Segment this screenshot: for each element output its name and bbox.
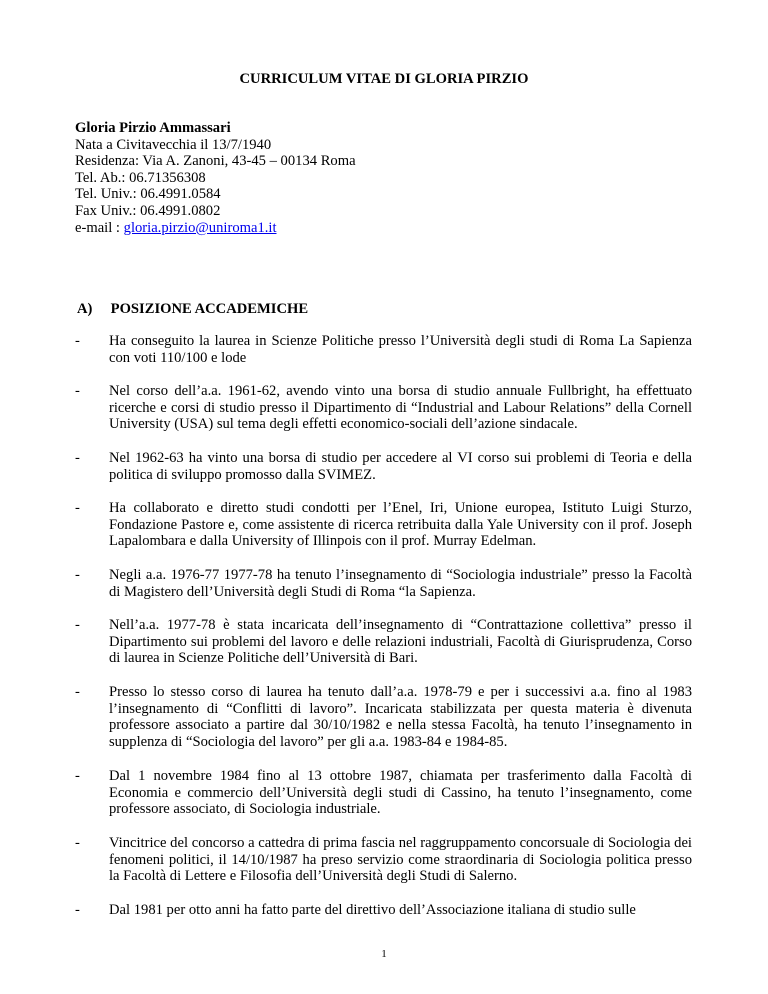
list-item bbox=[75, 835, 692, 885]
section-title: POSIZIONE ACCADEMICHE bbox=[110, 301, 309, 317]
list-item bbox=[75, 383, 692, 433]
list-item bbox=[75, 617, 692, 667]
contact-email-line bbox=[75, 220, 356, 237]
page-number: 1 bbox=[381, 948, 387, 960]
contact-residence: Residenza: Via A. Zanoni, 43-45 – 00134 Roma bbox=[75, 153, 356, 170]
bullet-dash: - bbox=[75, 684, 80, 700]
email-link[interactable]: gloria.pirzio@uniroma1.it bbox=[123, 219, 277, 236]
list-item-text: Dal 1981 per otto anni ha fatto parte del direttivo dell’Associazione italiana di studio sulle bbox=[109, 902, 636, 918]
list-item-text: Negli a.a. 1976-77 1977-78 ha tenuto l’insegnamento di “Sociologia industriale” presso la Facoltà di Magistero dell’Università degli Studi di Roma “la Sapienza. bbox=[109, 567, 692, 600]
bullet-dash: - bbox=[75, 835, 80, 851]
contact-email-label: e-mail : bbox=[75, 219, 124, 236]
bullet-dash: - bbox=[75, 333, 80, 349]
list-item bbox=[75, 333, 692, 366]
bullet-dash: - bbox=[75, 500, 80, 516]
section-heading bbox=[75, 301, 308, 318]
contact-tel-univ: Tel. Univ.: 06.4991.0584 bbox=[75, 186, 221, 203]
list-item bbox=[75, 500, 692, 550]
list-item bbox=[75, 768, 692, 818]
bullet-dash: - bbox=[75, 902, 80, 918]
list-item bbox=[75, 684, 692, 750]
contact-block bbox=[75, 120, 356, 236]
list-item-text: Nell’a.a. 1977-78 è stata incaricata dell’insegnamento di “Contrattazione collettiva” presso il Dipartimento sui problemi del lavoro e delle relazioni industriali, Facoltà di Giurisprudenza, Corso di laurea in Scienze Politiche dell’Università di Bari. bbox=[109, 617, 692, 667]
contact-tel-home: Tel. Ab.: 06.71356308 bbox=[75, 169, 206, 186]
list-item-text: Ha collaborato e diretto studi condotti per l’Enel, Iri, Unione europea, Istituto Luigi Sturzo, Fondazione Pastore e, come assistente di ricerca retribuita dalla Yale University con il prof. Joseph Lapalombara e dalla University of Illinpois con il prof. Murray Edelman. bbox=[109, 500, 692, 550]
list-item bbox=[75, 450, 692, 483]
document-title: CURRICULUM VITAE DI GLORIA PIRZIO bbox=[239, 71, 529, 87]
list-item-text: Nel corso dell’a.a. 1961-62, avendo vinto una borsa di studio annuale Fullbright, ha effettuato ricerche e corsi di studio presso il Dipartimento di “Industrial and Labour Relations” della Cornell University (USA) sul tema degli effetti economico-sociali dell’azione sindacale. bbox=[109, 383, 692, 433]
list-item bbox=[75, 567, 692, 600]
section-number: A) bbox=[77, 301, 93, 317]
bullet-dash: - bbox=[75, 450, 80, 466]
contact-name: Gloria Pirzio Ammassari bbox=[75, 120, 231, 136]
list-item-text: Dal 1 novembre 1984 fino al 13 ottobre 1987, chiamata per trasferimento dalla Facoltà di Economia e commercio dell’Università degli studi di Cassino, ha tenuto l’insegnamento, come professore associato, di Sociologia industriale. bbox=[109, 768, 692, 818]
bullet-dash: - bbox=[75, 768, 80, 784]
list-item-text: Presso lo stesso corso di laurea ha tenuto dall’a.a. 1978-79 e per i successivi a.a. fino al 1983 l’insegnamento di “Conflitti di lavoro”. Incaricata stabilizzata per questa materia è divenuta professore associato a partire dal 30/10/1982 e nella stessa Facoltà, ha tenuto l’insegnamento in supplenza di “Sociologia del lavoro” per gli a.a. 1983-84 e 1984-85. bbox=[109, 684, 692, 750]
list-item-text: Ha conseguito la laurea in Scienze Politiche presso l’Università degli studi di Roma La Sapienza con voti 110/100 e lode bbox=[109, 333, 692, 366]
bullet-dash: - bbox=[75, 383, 80, 399]
list-item-text: Nel 1962-63 ha vinto una borsa di studio per accedere al VI corso sui problemi di Teoria e della politica di sviluppo promosso dalla SVIMEZ. bbox=[109, 450, 692, 483]
list-item bbox=[75, 902, 692, 919]
contact-fax-univ: Fax Univ.: 06.4991.0802 bbox=[75, 202, 221, 219]
list-item-text: Vincitrice del concorso a cattedra di prima fascia nel raggruppamento concorsuale di Sociologia dei fenomeni politici, il 14/10/1987 ha preso servizio come straordinaria di Sociologia politica presso la Facoltà di Lettere e Filosofia dell’Università degli Studi di Salerno. bbox=[109, 835, 692, 885]
bullet-dash: - bbox=[75, 567, 80, 583]
contact-birth: Nata a Civitavecchia il 13/7/1940 bbox=[75, 136, 272, 153]
bullet-dash: - bbox=[75, 617, 80, 633]
